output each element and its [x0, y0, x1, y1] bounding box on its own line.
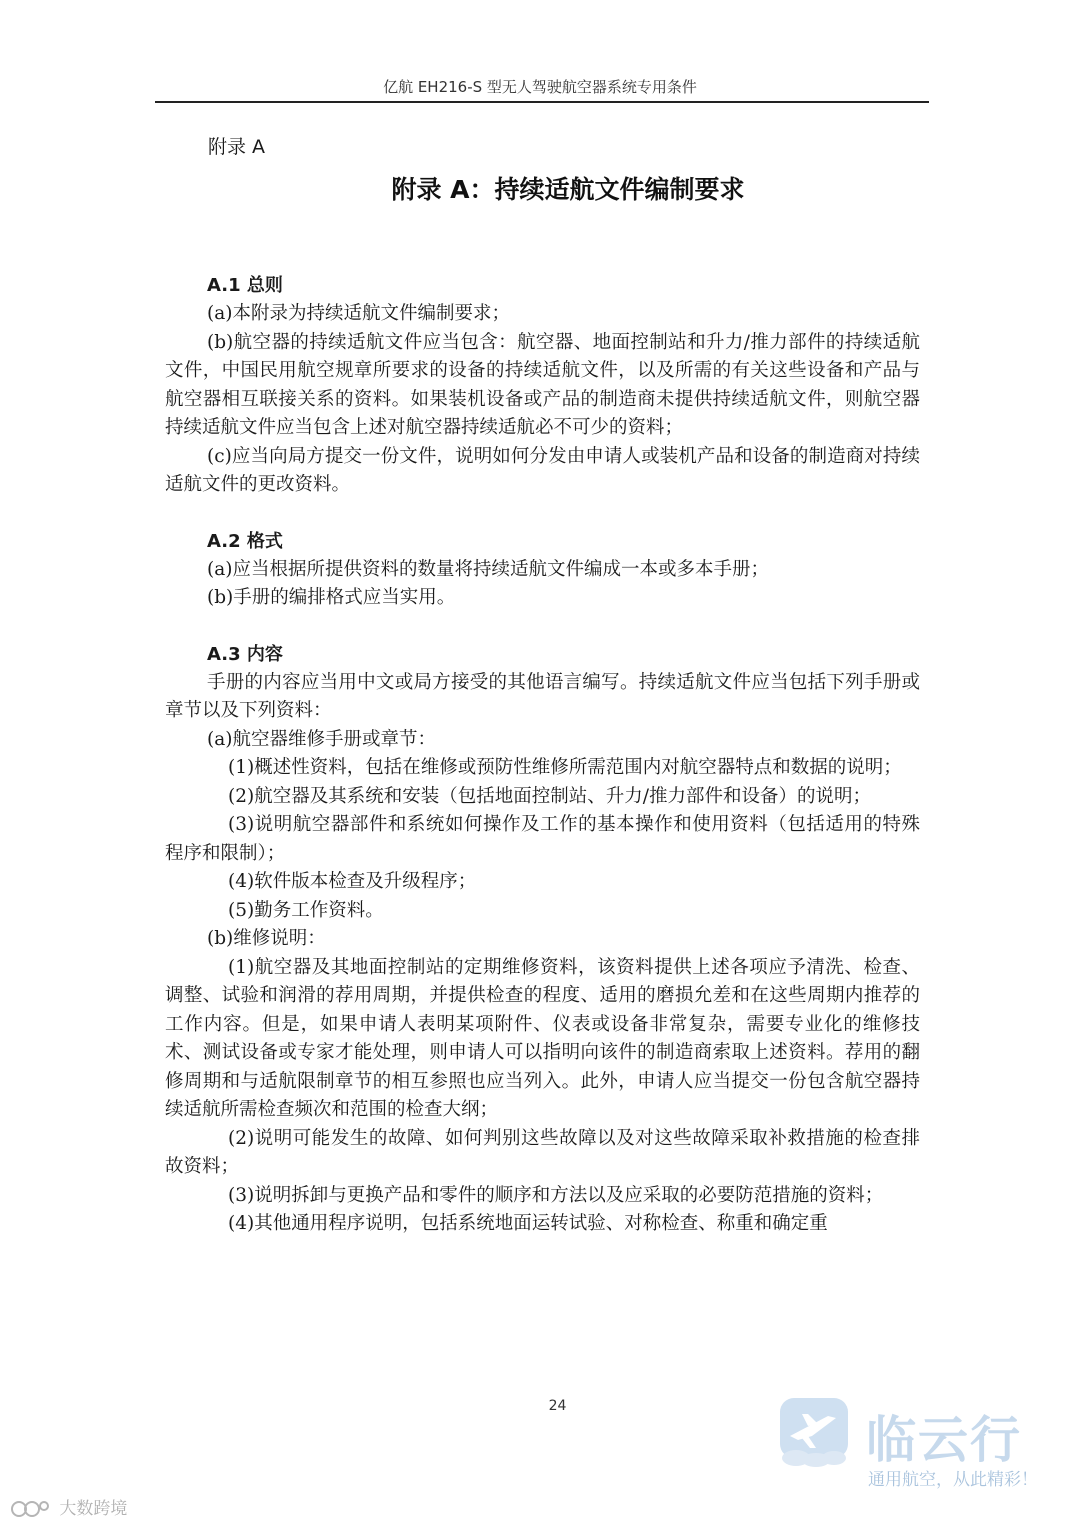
paragraph: (1)概述性资料，包括在维修或预防性维修所需范围内对航空器特点和数据的说明； [228, 757, 902, 778]
section-heading: A.2 格式 [207, 530, 283, 552]
section-heading: A.3 内容 [207, 643, 283, 665]
paragraph: (1)航空器及其地面控制站的定期维修资料，该资料提供上述各项应予清洗、检查、调整、试验和润滑的荐用周期，并提供检查的程度、适用的磨损允差和在这些周期内推荐的工作内容。但是，如果申请人表明某项附件、仪表或设备非常复杂，需要专业化的维修技术、测试设备或专家才能处理，则申请人可以指明向该件的制造商索取上述资料。荐用的翻修周期和与适航限制章节的相互参照也应当列入。此外，申请人应当提交一份包含航空器持续适航所需检查频次和范围的检查大纲； [165, 956, 920, 1120]
page-number: 24 [548, 1398, 567, 1414]
watermark-left-text: 大数跨境 [59, 1499, 128, 1519]
page-title: 附录 A：持续适航文件编制要求 [391, 175, 745, 204]
appendix-label: 附录 A [208, 136, 266, 158]
paragraph: (2)航空器及其系统和安装（包括地面控制站、升力/推力部件和设备）的说明； [228, 785, 871, 807]
paragraph: 手册的内容应当用中文或局方接受的其他语言编写。持续适航文件应当包括下列手册或章节以及下列资料： [165, 671, 920, 721]
paragraph: (a)应当根据所提供资料的数量将持续适航文件编成一本或多本手册； [207, 558, 769, 580]
paragraph: (3)说明航空器部件和系统如何操作及工作的基本操作和使用资料（包括适用的特殊程序和限制）； [165, 814, 920, 864]
paragraph: (b)航空器的持续适航文件应当包含：航空器、地面控制站和升力/推力部件的持续适航文件，中国民用航空规章所要求的设备的持续适航文件，以及所需的有关这些设备和产品与航空器相互联接关系的资料。如果装机设备或产品的制造商未提供持续适航文件，则航空器持续适航文件应当包含上述对航空器持续适航必不可少的资料； [165, 331, 920, 438]
paragraph: (4)其他通用程序说明，包括系统地面运转试验、对称检查、称重和确定重 [228, 1213, 828, 1234]
watermark-brand: 临云行 [866, 1411, 1022, 1469]
watermark-slogan: 通用航空，从此精彩！ [868, 1470, 1038, 1490]
page-header: 亿航 EH216-S 型无人驾驶航空器系统专用条件 [383, 78, 697, 96]
paragraph: (c)应当向局方提交一份文件，说明如何分发由申请人或装机产品和设备的制造商对持续适航文件的更改资料。 [165, 445, 920, 495]
watermark-left [10, 1494, 127, 1520]
airplane-logo-icon [778, 1396, 850, 1468]
paragraph: (4)软件版本检查及升级程序； [228, 871, 477, 892]
paragraph: (b)维修说明： [207, 928, 326, 949]
section-heading: A.1 总则 [207, 275, 283, 296]
watermark-badge-icon [10, 1498, 50, 1520]
document-body [165, 272, 920, 1239]
paragraph: (a)航空器维修手册或章节： [207, 728, 436, 750]
paragraph: (2)说明可能发生的故障、如何判别这些故障以及对这些故障采取补救措施的检查排故资料； [165, 1127, 920, 1177]
paragraph: (b)手册的编排格式应当实用。 [207, 587, 456, 608]
paragraph: (a)本附录为持续适航文件编制要求； [207, 303, 510, 324]
paragraph: (3)说明拆卸与更换产品和零件的顺序和方法以及应采取的必要防范措施的资料； [228, 1184, 884, 1206]
paragraph: (5)勤务工作资料。 [228, 899, 384, 921]
header-rule [155, 101, 929, 103]
